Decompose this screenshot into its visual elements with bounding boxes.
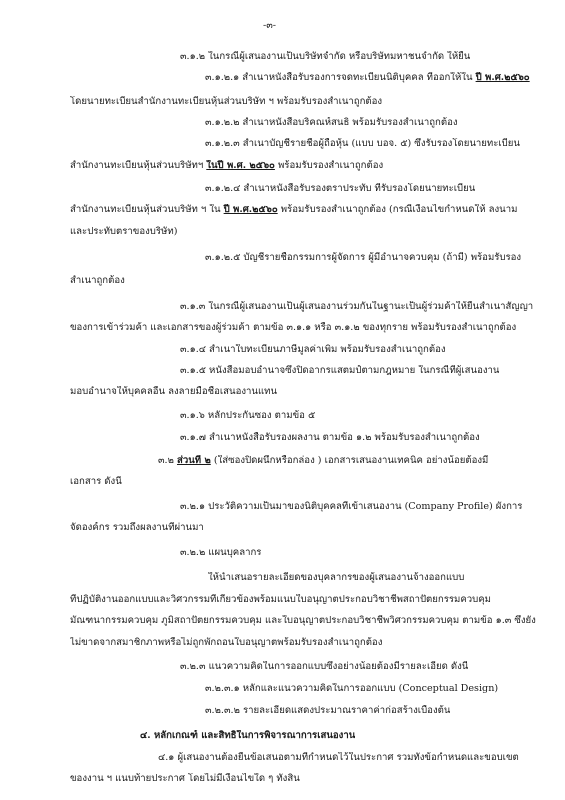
- text-line: มัณฑนากรรมควบคุม ภูมิสถาปัตยกรรมควบคุม และใบอนุญาตประกอบวิชาชีพวิศวกรรมควบคุม ตามข้อ ๑.๓ ซึ่งยัง: [70, 615, 536, 626]
- text-line: จัดองค์กร รวมถึงผลงานที่ผ่านมา: [70, 522, 204, 533]
- text-line: และประทับตราของบริษัท): [70, 226, 178, 237]
- clause-3-2-2: ๓.๒.๒ แผนบุคลากร: [180, 547, 262, 558]
- section-4-heading: ๔. หลักเกณฑ์ และสิทธิในการพิจารณาการเสนองาน: [140, 730, 356, 741]
- text-line: ของการเข้าร่วมค้า และเอกสารของผู้ร่วมค้า ตามข้อ ๓.๑.๑ หรือ ๓.๑.๒ ของทุกราย พร้อมรับรองสำเนาถูกต้อง: [70, 322, 517, 333]
- clause-3-1-3: ๓.๑.๓ ในกรณีผู้เสนองานเป็นผู้เสนองานร่วมกันในฐานะเป็นผู้ร่วมค้าให้ยื่นสำเนาสัญญา: [180, 301, 534, 312]
- text-line: ให้นำเสนอรายละเอียดของบุคลากรของผู้เสนองานจ้างออกแบบ: [208, 572, 465, 583]
- text-line: โดยนายทะเบียนสำนักงานทะเบียนหุ้นส่วนบริษัท ฯ พร้อมรับรองสำเนาถูกต้อง: [70, 96, 383, 107]
- highlight-year: ในปี พ.ศ. ๒๕๖๐: [206, 160, 275, 171]
- text-line: สำนักงานทะเบียนหุ้นส่วนบริษัทฯ ในปี พ.ศ. ๒๕๖๐ พร้อมรับรองสำเนาถูกต้อง: [70, 160, 384, 171]
- text-line: มอบอำนาจให้บุคคลอื่น ลงลายมือชื่อเสนองานแทน: [70, 386, 278, 397]
- clause-3-2-3-1: ๓.๒.๓.๑ หลักและแนวความคิดในการออกแบบ (Conceptual Design): [205, 683, 499, 694]
- clause-3-1-5: ๓.๑.๕ หนังสือมอบอำนาจซึ่งปิดอากรแสตมป์ตามกฎหมาย ในกรณีที่ผู้เสนองาน: [180, 365, 500, 376]
- clause-3-1-4: ๓.๑.๔ สำเนาใบทะเบียนภาษีมูลค่าเพิ่ม พร้อมรับรองสำเนาถูกต้อง: [180, 344, 446, 355]
- clause-3-1-2: ๓.๑.๒ ในกรณีผู้เสนองานเป็นบริษัทจำกัด หรือบริษัทมหาชนจำกัด ให้ยื่น: [180, 51, 471, 62]
- clause-3-1-2-3: ๓.๑.๒.๓ สำเนาบัญชีรายชื่อผู้ถือหุ้น (แบบ บอจ. ๕) ซึ่งรับรองโดยนายทะเบียน: [205, 138, 520, 149]
- clause-3-1-6: ๓.๑.๖ หลักประกันซอง ตามข้อ ๕: [180, 410, 316, 421]
- clause-3-1-2-2: ๓.๑.๒.๒ สำเนาหนังสือบริคณห์สนธิ พร้อมรับรองสำเนาถูกต้อง: [205, 117, 458, 128]
- clause-3-1-2-5: ๓.๑.๒.๕ บัญชีรายชื่อกรรมการผู้จัดการ ผู้มีอำนาจควบคุม (ถ้ามี) พร้อมรับรอง: [205, 252, 522, 263]
- text-line: สำนักงานทะเบียนหุ้นส่วนบริษัท ฯ ใน ปี พ.ศ.๒๕๖๐ พร้อมรับรองสำเนาถูกต้อง (กรณีเงื่อนไขกำหนดให้ ลงนาม: [70, 204, 518, 215]
- text-line: เอกสาร ดังนี้: [70, 476, 122, 487]
- highlight-year: ปี พ.ศ.๒๕๖๐: [475, 72, 530, 83]
- clause-4-1: ๔.๑ ผู้เสนองานต้องยื่นข้อเสนอตามที่กำหนดไว้ในประกาศ รวมทั้งข้อกำหนดและขอบเขต: [158, 752, 519, 763]
- clause-3-1-2-1: ๓.๑.๒.๑ สำเนาหนังสือรับรองการจดทะเบียนนิติบุคคล ที่ออกให้ใน ปี พ.ศ.๒๕๖๐: [205, 72, 530, 83]
- text-line: ที่ปฏิบัติงานออกแบบและวิศวกรรมที่เกี่ยวข้องพร้อมแนบใบอนุญาตประกอบวิชาชีพสถาปัตยกรรมควบคุม: [70, 594, 491, 605]
- text-line: ของงาน ฯ แนบท้ายประกาศ โดยไม่มีเงื่อนไขใด ๆ ทั้งสิ้น: [70, 773, 300, 784]
- clause-3-2-3: ๓.๒.๓ แนวความคิดในการออกแบบซึ่งอย่างน้อยต้องมีรายละเอียด ดังนี้: [180, 661, 469, 672]
- page-number: -๓-: [263, 20, 277, 31]
- text-line: ไม่ขาดจากสมาชิกภาพหรือไม่ถูกพักถอนใบอนุญาตพร้อมรับรองสำเนาถูกต้อง: [70, 637, 383, 648]
- section-2-label: ส่วนที่ ๒: [176, 455, 211, 466]
- text-line: สำเนาถูกต้อง: [70, 275, 125, 286]
- clause-3-2: ๓.๒ ส่วนที่ ๒ (ใส่ซองปิดผนึกหรือกล่อง ) เอกสารเสนองานเทคนิค อย่างน้อยต้องมี: [158, 455, 489, 466]
- clause-3-2-1: ๓.๒.๑ ประวัติความเป็นมาของนิติบุคคลที่เข้าเสนองาน (Company Profile) ผังการ: [180, 501, 523, 512]
- clause-3-1-7: ๓.๑.๗ สำเนาหนังสือรับรองผลงาน ตามข้อ ๑.๒ พร้อมรับรองสำเนาถูกต้อง: [180, 432, 480, 443]
- clause-3-1-2-4: ๓.๑.๒.๔ สำเนาหนังสือรับรองตราประทับ ที่รับรองโดยนายทะเบียน: [205, 183, 476, 194]
- highlight-year: ปี พ.ศ.๒๕๖๐: [223, 204, 278, 215]
- clause-3-2-3-2: ๓.๒.๓.๒ รายละเอียดแสดงประมาณราคาค่าก่อสร้างเบื้องต้น: [205, 705, 451, 716]
